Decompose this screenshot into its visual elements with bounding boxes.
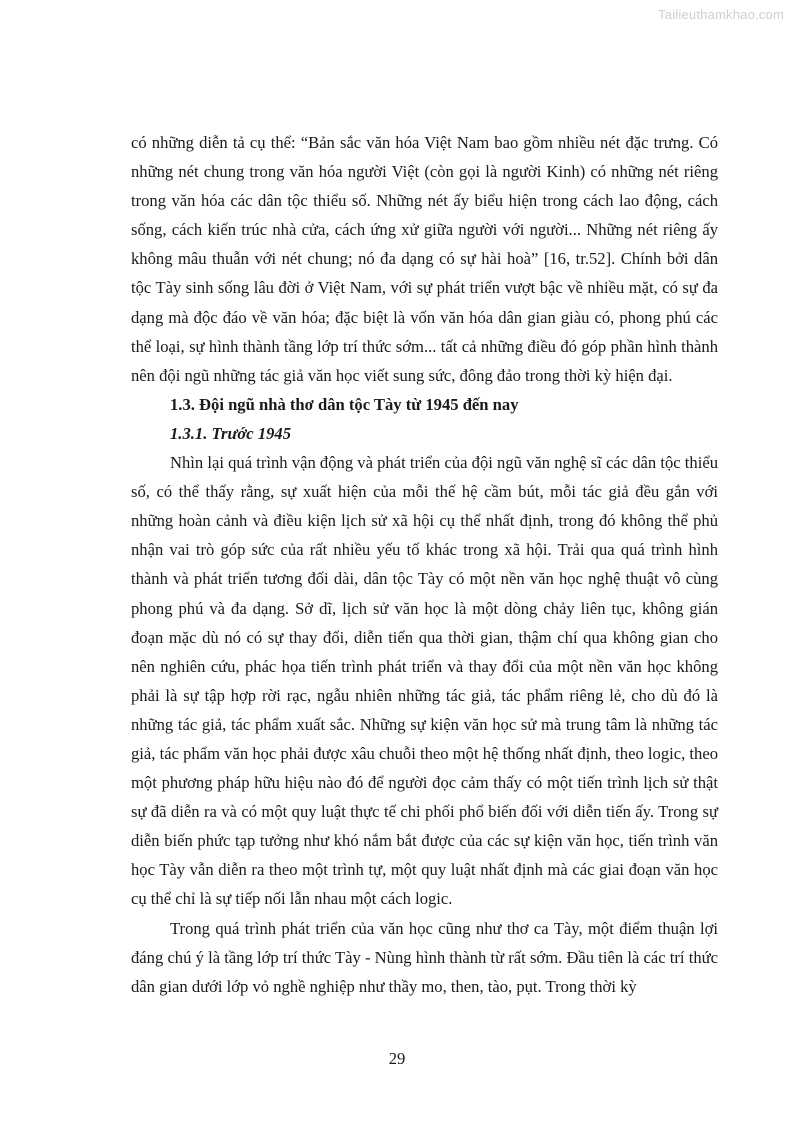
section-heading: 1.3. Đội ngũ nhà thơ dân tộc Tày từ 1945 đến nay (170, 394, 519, 414)
document-body (131, 128, 718, 1001)
intro-paragraph: có những diễn tả cụ thể: “Bản sắc văn hóa Việt Nam bao gồm nhiều nét đặc trưng. Có những nét chung trong văn hóa người Việt (còn gọi là người Kinh) có những nét riêng trong văn hóa các dân tộc thiểu số. Những nét ấy biểu hiện trong cách lao động, cách sống, cách kiến trúc nhà cửa, cách ứng xử giữa người với người... Những nét riêng ấy không mâu thuẫn với nét chung; nó đa dạng có sự hài hoà” [16, tr.52]. Chính bởi dân tộc Tày sinh sống lâu đời ở Việt Nam, với sự phát triển vượt bậc về nhiều mặt, có sự đa dạng mà độc đáo về văn hóa; đặc biệt là vốn văn hóa dân gian giàu có, phong phú các thể loại, sự hình thành tầng lớp trí thức sớm... tất cả những điều đó góp phần hình thành nên đội ngũ những tác giả văn học viết sung sức, đông đảo trong thời kỳ hiện đại. (131, 133, 718, 385)
body-paragraph: Trong quá trình phát triển của văn học cũng như thơ ca Tày, một điểm thuận lợi đáng chú ý là tầng lớp trí thức Tày - Nùng hình thành từ rất sớm. Đầu tiên là các trí thức dân gian dưới lớp vỏ nghề nghiệp như thầy mo, then, tào, pụt. Trong thời kỳ (131, 918, 718, 996)
page-number: 29 (388, 1049, 406, 1068)
watermark: Tailieuthamkhao.com (658, 7, 784, 22)
subsection-heading: 1.3.1. Trước 1945 (170, 423, 292, 443)
body-paragraph: Nhìn lại quá trình vận động và phát triển của đội ngũ văn nghệ sĩ các dân tộc thiểu số, có thể thấy rằng, sự xuất hiện của mỗi thế hệ cầm bút, mỗi tác giả đều gắn với những hoàn cảnh và điều kiện lịch sử xã hội cụ thể nhất định, trong đó không thể phủ nhận vai trò góp sức của rất nhiều yếu tố khác trong xã hội. Trải qua quá trình hình thành và phát triển tương đối dài, dân tộc Tày có một nền văn học nghệ thuật vô cùng phong phú và đa dạng. Sở dĩ, lịch sử văn học là một dòng chảy liên tục, không gián đoạn mặc dù nó có sự thay đổi, diễn tiến qua thời gian, thậm chí qua không gian cho nên nghiên cứu, phác họa tiến trình phát triển và thay đổi của một nền văn học không phải là sự tập hợp rời rạc, ngẫu nhiên những tác giả, tác phẩm riêng lẻ, cho dù đó là những tác giả, tác phẩm xuất sắc. Những sự kiện văn học sử mà trung tâm là những tác giả, tác phẩm văn học phải được xâu chuỗi theo một hệ thống nhất định, theo logic, theo một phương pháp hữu hiệu nào đó để người đọc cảm thấy có một tiến trình lịch sử thật sự đã diễn ra và có một quy luật thực tế chi phối phổ biến đối với diễn tiến ấy. Trong sự diễn biến phức tạp tưởng như khó nắm bắt được của các sự kiện văn học, tiến trình văn học Tày vẫn diễn ra theo một trình tự, một quy luật nhất định mà các giai đoạn văn học cụ thể chỉ là sự tiếp nối lẫn nhau một cách logic. (131, 453, 718, 909)
